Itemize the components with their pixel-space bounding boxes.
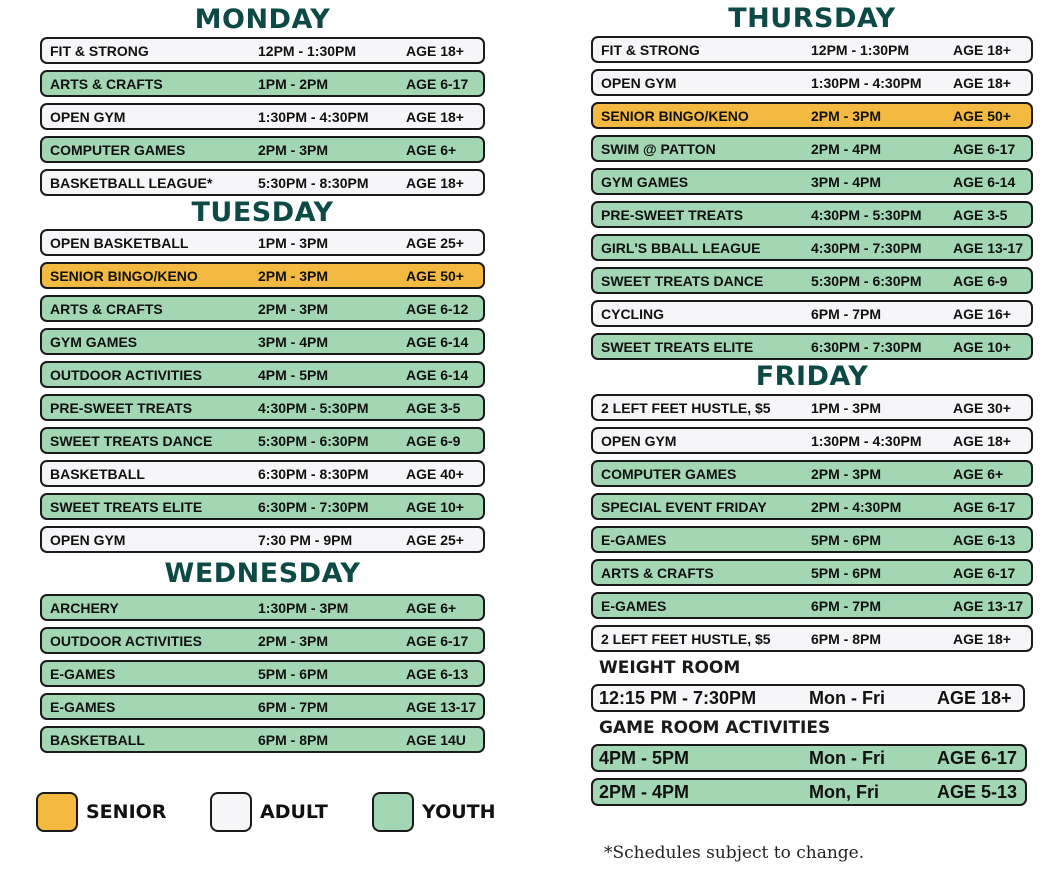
activity-name: E-GAMES	[50, 698, 116, 715]
activity-name: PRE-SWEET TREATS	[50, 399, 193, 416]
age-range: AGE 18+	[953, 432, 1011, 449]
game-room-row	[591, 778, 1027, 806]
time-range: 5:30PM - 6:30PM	[258, 432, 369, 449]
schedule-row-friday-2-left-feet-hustle-5	[591, 394, 1033, 421]
age-range: AGE 18+	[406, 108, 464, 125]
activity-name: E-GAMES	[50, 665, 116, 682]
age-range: AGE 6-14	[406, 333, 469, 350]
time-range: 4PM - 5PM	[258, 366, 329, 383]
time-range: 6:30PM - 7:30PM	[258, 498, 369, 515]
age-range: AGE 6-17	[406, 75, 469, 92]
age-range: AGE 30+	[953, 399, 1011, 416]
schedule-row-tuesday-sweet-treats-elite	[40, 493, 485, 520]
schedule-row-tuesday-pre-sweet-treats	[40, 394, 485, 421]
day-section-monday	[40, 5, 485, 196]
day-title-thursday: THURSDAY	[728, 3, 896, 34]
time-range: 2PM - 3PM	[258, 267, 329, 284]
schedule-row-thursday-senior-bingo-keno	[591, 102, 1033, 129]
day-title-monday: MONDAY	[194, 4, 331, 35]
activity-name: PRE-SWEET TREATS	[601, 206, 744, 223]
right-column	[591, 0, 1033, 812]
day-range: Mon, Fri	[809, 781, 879, 802]
age-range: AGE 10+	[953, 338, 1011, 355]
schedule-row-tuesday-arts-crafts	[40, 295, 485, 322]
activity-name: SWEET TREATS ELITE	[601, 338, 754, 355]
age-range: AGE 13-17	[953, 597, 1024, 614]
age-range: AGE 13-17	[406, 698, 477, 715]
time-range: 6PM - 7PM	[811, 305, 882, 322]
time-range: 4:30PM - 7:30PM	[811, 239, 922, 256]
time-range: 5:30PM - 8:30PM	[258, 174, 369, 191]
schedule-row-tuesday-open-basketball	[40, 229, 485, 256]
time-range: 2PM - 4PM	[599, 781, 690, 802]
time-range: 12:15 PM - 7:30PM	[599, 687, 757, 708]
activity-name: ARTS & CRAFTS	[50, 300, 163, 317]
activity-name: SPECIAL EVENT FRIDAY	[601, 498, 767, 515]
schedule-row-thursday-pre-sweet-treats	[591, 201, 1033, 228]
activity-name: OPEN GYM	[50, 531, 126, 548]
schedule-row-tuesday-senior-bingo-keno	[40, 262, 485, 289]
legend-item-youth	[372, 792, 496, 832]
age-range: AGE 3-5	[953, 206, 1008, 223]
age-range: AGE 6-12	[406, 300, 469, 317]
activity-name: SWEET TREATS DANCE	[601, 272, 764, 289]
age-range: AGE 6-17	[406, 632, 469, 649]
schedule-row-monday-open-gym	[40, 103, 485, 130]
age-range: AGE 18+	[953, 630, 1011, 647]
schedule-row-thursday-gym-games	[591, 168, 1033, 195]
activity-name: ARTS & CRAFTS	[50, 75, 163, 92]
schedule-row-tuesday-basketball	[40, 460, 485, 487]
activity-name: BASKETBALL LEAGUE*	[50, 174, 213, 191]
activity-name: GYM GAMES	[601, 173, 689, 190]
schedule-row-thursday-girl-s-bball-league	[591, 234, 1033, 261]
legend-swatch-senior	[36, 792, 78, 832]
activity-name: COMPUTER GAMES	[601, 465, 737, 482]
time-range: 1:30PM - 4:30PM	[811, 432, 922, 449]
schedule-row-tuesday-sweet-treats-dance	[40, 427, 485, 454]
time-range: 4PM - 5PM	[599, 747, 690, 768]
age-range: AGE 6-17	[953, 498, 1016, 515]
time-range: 1:30PM - 4:30PM	[811, 74, 922, 91]
schedule-row-friday-2-left-feet-hustle-5	[591, 625, 1033, 652]
time-range: 12PM - 1:30PM	[258, 42, 357, 59]
game-room-title: GAME ROOM ACTIVITIES	[599, 718, 831, 738]
activity-name: 2 LEFT FEET HUSTLE, $5	[601, 399, 771, 416]
age-range: AGE 6+	[406, 141, 457, 158]
age-range: AGE 6+	[953, 465, 1004, 482]
legend-label-senior: SENIOR	[86, 801, 167, 823]
age-range: AGE 25+	[406, 531, 464, 548]
age-range: AGE 50+	[406, 267, 464, 284]
schedule-row-wednesday-basketball	[40, 726, 485, 753]
day-section-thursday	[591, 4, 1033, 360]
legend-swatch-adult	[210, 792, 252, 832]
schedule-row-thursday-cycling	[591, 300, 1033, 327]
activity-name: SENIOR BINGO/KENO	[50, 267, 198, 284]
time-range: 2PM - 3PM	[258, 141, 329, 158]
time-range: 6:30PM - 8:30PM	[258, 465, 369, 482]
time-range: 6:30PM - 7:30PM	[811, 338, 922, 355]
age-range: AGE 50+	[953, 107, 1011, 124]
time-range: 1:30PM - 4:30PM	[258, 108, 369, 125]
activity-name: CYCLING	[601, 305, 664, 322]
time-range: 1:30PM - 3PM	[258, 599, 349, 616]
schedule-row-thursday-swim-patton	[591, 135, 1033, 162]
schedule-row-monday-computer-games	[40, 136, 485, 163]
time-range: 6PM - 8PM	[811, 630, 882, 647]
schedule-row-friday-arts-crafts	[591, 559, 1033, 586]
age-range: AGE 5-13	[937, 781, 1018, 802]
time-range: 2PM - 3PM	[811, 107, 882, 124]
activity-name: ARCHERY	[50, 599, 119, 616]
time-range: 3PM - 4PM	[258, 333, 329, 350]
legend-item-adult	[210, 792, 328, 832]
day-range: Mon - Fri	[809, 687, 885, 708]
age-range: AGE 6-17	[953, 564, 1016, 581]
schedule-row-monday-fit-strong	[40, 37, 485, 64]
age-range: AGE 18+	[953, 74, 1011, 91]
schedule-row-friday-open-gym	[591, 427, 1033, 454]
schedule-note: *Schedules subject to change.	[604, 843, 865, 863]
day-section-tuesday	[40, 198, 485, 553]
time-range: 6PM - 7PM	[811, 597, 882, 614]
age-range: AGE 18+	[937, 687, 1012, 708]
game-room-section	[591, 718, 1033, 806]
schedule-row-wednesday-outdoor-activities	[40, 627, 485, 654]
time-range: 1PM - 3PM	[811, 399, 882, 416]
time-range: 6PM - 7PM	[258, 698, 329, 715]
activity-name: 2 LEFT FEET HUSTLE, $5	[601, 630, 771, 647]
activity-name: SWEET TREATS DANCE	[50, 432, 213, 449]
time-range: 12PM - 1:30PM	[811, 41, 910, 58]
day-title-friday: FRIDAY	[755, 361, 869, 392]
legend	[36, 792, 516, 836]
activity-name: SENIOR BINGO/KENO	[601, 107, 749, 124]
schedule-row-friday-e-games	[591, 526, 1033, 553]
time-range: 4:30PM - 5:30PM	[258, 399, 369, 416]
schedule-row-wednesday-e-games	[40, 693, 485, 720]
time-range: 7:30 PM - 9PM	[258, 531, 353, 548]
activity-name: SWEET TREATS ELITE	[50, 498, 203, 515]
time-range: 4:30PM - 5:30PM	[811, 206, 922, 223]
time-range: 5PM - 6PM	[258, 665, 329, 682]
left-column	[40, 0, 485, 759]
activity-name: OPEN GYM	[601, 74, 677, 91]
schedule-row-friday-e-games	[591, 592, 1033, 619]
activity-name: OUTDOOR ACTIVITIES	[50, 632, 202, 649]
game-room-row	[591, 744, 1027, 772]
activity-name: ARTS & CRAFTS	[601, 564, 714, 581]
age-range: AGE 6-14	[406, 366, 469, 383]
activity-name: COMPUTER GAMES	[50, 141, 186, 158]
time-range: 1PM - 3PM	[258, 234, 329, 251]
time-range: 2PM - 4PM	[811, 140, 882, 157]
time-range: 5PM - 6PM	[811, 531, 882, 548]
age-range: AGE 6-9	[953, 272, 1008, 289]
age-range: AGE 10+	[406, 498, 464, 515]
activity-name: FIT & STRONG	[601, 41, 700, 58]
schedule-row-tuesday-open-gym	[40, 526, 485, 553]
activity-name: OPEN GYM	[601, 432, 677, 449]
schedule-row-thursday-fit-strong	[591, 36, 1033, 63]
activity-name: SWIM @ PATTON	[601, 140, 716, 157]
age-range: AGE 40+	[406, 465, 464, 482]
schedule-row-monday-basketball-league	[40, 169, 485, 196]
activity-name: BASKETBALL	[50, 731, 145, 748]
day-section-friday	[591, 362, 1033, 652]
day-title-tuesday: TUESDAY	[191, 197, 334, 228]
activity-name: OUTDOOR ACTIVITIES	[50, 366, 202, 383]
schedule-row-thursday-sweet-treats-dance	[591, 267, 1033, 294]
time-range: 5:30PM - 6:30PM	[811, 272, 922, 289]
age-range: AGE 16+	[953, 305, 1011, 322]
time-range: 2PM - 3PM	[258, 300, 329, 317]
time-range: 5PM - 6PM	[811, 564, 882, 581]
activity-name: BASKETBALL	[50, 465, 145, 482]
age-range: AGE 13-17	[953, 239, 1024, 256]
time-range: 1PM - 2PM	[258, 75, 329, 92]
schedule-row-friday-computer-games	[591, 460, 1033, 487]
age-range: AGE 25+	[406, 234, 464, 251]
age-range: AGE 14U	[406, 731, 466, 748]
schedule-row-wednesday-e-games	[40, 660, 485, 687]
age-range: AGE 18+	[406, 174, 464, 191]
schedule-row-tuesday-outdoor-activities	[40, 361, 485, 388]
weight-room-row	[591, 684, 1025, 712]
day-section-wednesday	[40, 559, 485, 753]
age-range: AGE 18+	[406, 42, 464, 59]
age-range: AGE 6+	[406, 599, 457, 616]
age-range: AGE 6-17	[937, 747, 1018, 768]
schedule-row-tuesday-gym-games	[40, 328, 485, 355]
weight-room-section	[591, 658, 1033, 712]
activity-name: OPEN GYM	[50, 108, 126, 125]
schedule-row-friday-special-event-friday	[591, 493, 1033, 520]
legend-swatch-youth	[372, 792, 414, 832]
age-range: AGE 3-5	[406, 399, 461, 416]
age-range: AGE 18+	[953, 41, 1011, 58]
time-range: 6PM - 8PM	[258, 731, 329, 748]
age-range: AGE 6-13	[406, 665, 469, 682]
activity-name: E-GAMES	[601, 597, 667, 614]
schedule-row-thursday-sweet-treats-elite	[591, 333, 1033, 360]
age-range: AGE 6-17	[953, 140, 1016, 157]
age-range: AGE 6-9	[406, 432, 461, 449]
activity-name: E-GAMES	[601, 531, 667, 548]
legend-label-adult: ADULT	[260, 801, 328, 823]
time-range: 3PM - 4PM	[811, 173, 882, 190]
activity-name: OPEN BASKETBALL	[50, 234, 189, 251]
age-range: AGE 6-14	[953, 173, 1016, 190]
activity-name: GIRL'S BBALL LEAGUE	[601, 239, 761, 256]
time-range: 2PM - 3PM	[811, 465, 882, 482]
schedule-row-wednesday-archery	[40, 594, 485, 621]
activity-name: GYM GAMES	[50, 333, 138, 350]
time-range: 2PM - 4:30PM	[811, 498, 902, 515]
legend-label-youth: YOUTH	[422, 801, 496, 823]
weight-room-title: WEIGHT ROOM	[599, 658, 741, 678]
day-title-wednesday: WEDNESDAY	[164, 558, 361, 589]
schedule-row-thursday-open-gym	[591, 69, 1033, 96]
age-range: AGE 6-13	[953, 531, 1016, 548]
time-range: 2PM - 3PM	[258, 632, 329, 649]
schedule-row-monday-arts-crafts	[40, 70, 485, 97]
activity-name: FIT & STRONG	[50, 42, 149, 59]
day-range: Mon - Fri	[809, 747, 885, 768]
legend-item-senior	[36, 792, 166, 832]
